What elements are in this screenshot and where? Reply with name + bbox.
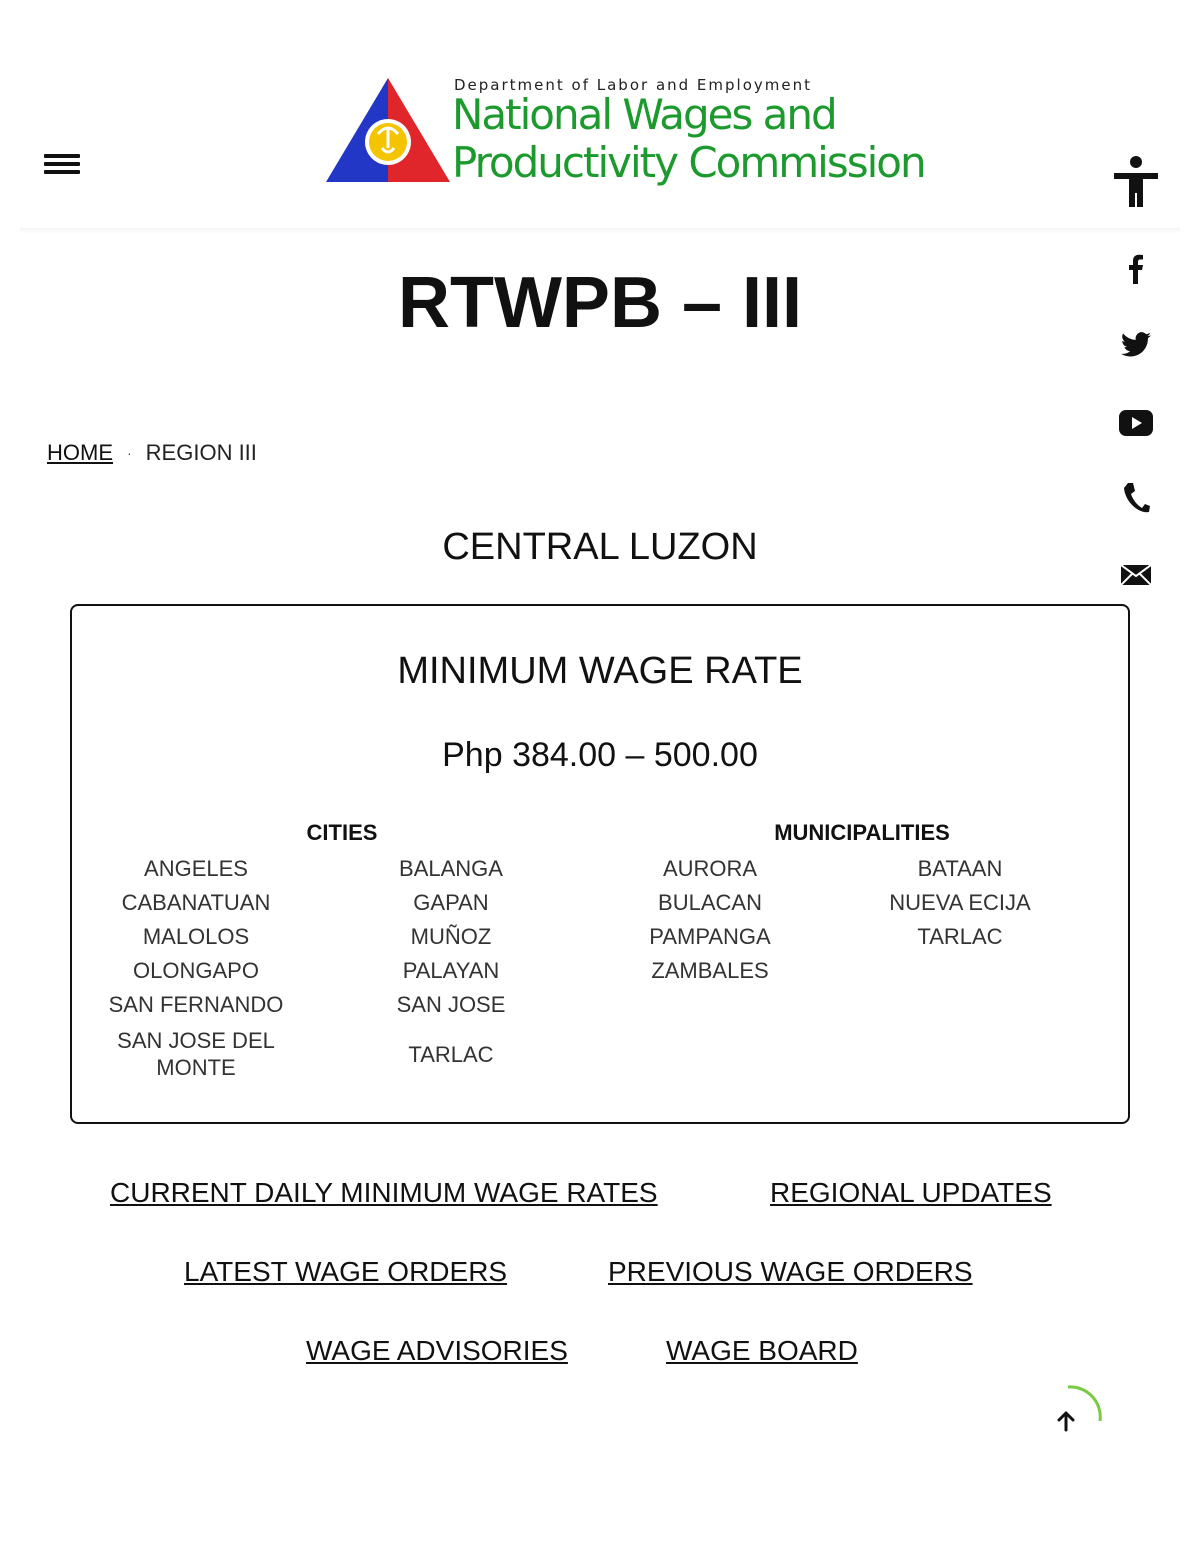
list-item: CABANATUAN [121,890,271,915]
wage-card-title: MINIMUM WAGE RATE [397,650,803,692]
breadcrumb-home-link[interactable]: HOME [47,440,113,465]
list-item: NUEVA ECIJA [889,890,1031,915]
list-item: SAN JOSE DEL MONTE [117,1028,275,1080]
list-item: SAN FERNANDO [108,992,284,1017]
list-item: MALOLOS [142,924,250,949]
hamburger-menu-icon[interactable] [44,154,80,178]
header-divider [20,228,1180,234]
breadcrumb [47,440,257,466]
arrow-up-icon [1040,1384,1106,1450]
list-item: ZAMBALES [651,958,769,983]
cities-header: CITIES [306,820,378,845]
logo-name-line2: Productivity Commission [452,138,925,187]
cities-column-1 [76,852,316,1086]
list-item: TARLAC [408,1041,494,1067]
minimum-wage-card [70,604,1130,1124]
list-item: AURORA [662,856,758,881]
nwpc-logo[interactable] [326,72,925,196]
logo-department-text: Department of Labor and Employment [454,76,812,94]
phone-icon[interactable] [1108,480,1164,516]
region-name: CENTRAL LUZON [442,526,758,568]
list-item: SAN JOSE [396,992,506,1017]
previous-wage-orders-link[interactable]: PREVIOUS WAGE ORDERS [608,1256,973,1287]
page-title: RTWPB – III [397,263,802,343]
list-item: PALAYAN [402,958,500,983]
regional-updates-link[interactable]: REGIONAL UPDATES [770,1177,1052,1208]
wage-range-value: Php 384.00 – 500.00 [442,736,758,774]
breadcrumb-current: REGION III [145,440,257,465]
cities-column-2 [331,852,571,1086]
list-item: GAPAN [413,890,489,915]
breadcrumb-separator: · [127,445,132,461]
wage-board-link[interactable]: WAGE BOARD [666,1335,858,1366]
accessibility-icon[interactable] [1108,152,1164,212]
youtube-icon[interactable] [1108,406,1164,440]
list-item: BULACAN [658,890,762,915]
list-item: ANGELES [144,856,248,881]
logo-name-line1: National Wages and [452,90,836,139]
list-item: BATAAN [917,856,1003,881]
list-item: TARLAC [917,924,1003,949]
list-item: MUÑOZ [410,924,492,949]
wage-advisories-link[interactable]: WAGE ADVISORIES [306,1335,568,1366]
list-item: BALANGA [399,856,503,881]
list-item: OLONGAPO [133,958,259,983]
current-daily-minimum-wage-rates-link[interactable]: CURRENT DAILY MINIMUM WAGE RATES [110,1177,658,1208]
municipalities-column-1 [590,852,830,988]
scroll-to-top-button[interactable] [1040,1384,1106,1450]
municipalities-header: MUNICIPALITIES [774,820,950,845]
latest-wage-orders-link[interactable]: LATEST WAGE ORDERS [184,1256,508,1287]
dole-triangle-logo-icon [326,76,450,184]
site-header [0,0,1200,232]
list-item: PAMPANGA [649,924,771,949]
municipalities-column-2 [840,852,1080,954]
